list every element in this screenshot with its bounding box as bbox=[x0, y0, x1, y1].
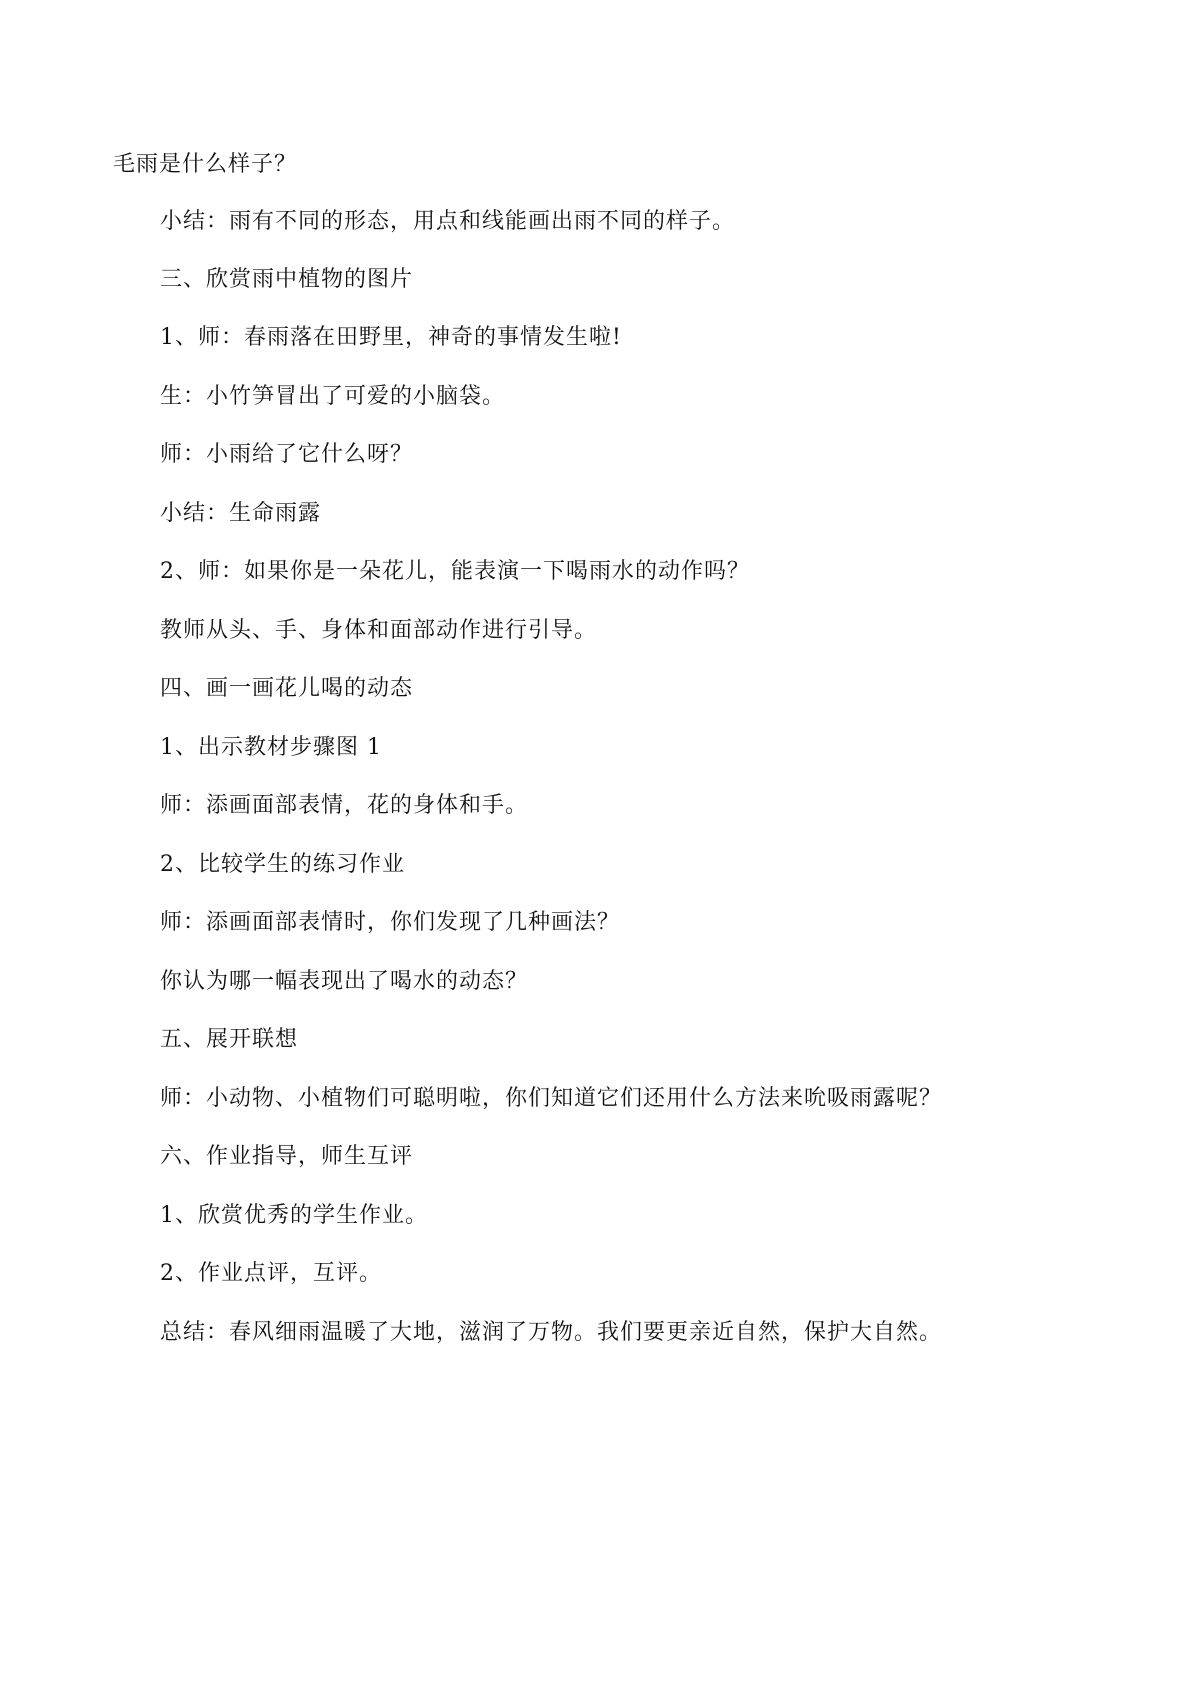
section-heading-5: 五、展开联想 bbox=[160, 1027, 299, 1052]
text-line-appreciate: 1、欣赏优秀的学生作业。 bbox=[160, 1203, 428, 1228]
text-line-guidance: 教师从头、手、身体和面部动作进行引导。 bbox=[160, 618, 598, 643]
text-line-teacher-1: 1、师：春雨落在田野里，神奇的事情发生啦! bbox=[160, 325, 622, 350]
text-line-teacher-6: 师：小动物、小植物们可聪明啦，你们知道它们还用什么方法来吮吸雨露呢？ bbox=[160, 1086, 943, 1111]
text-line-step-2: 2、比较学生的练习作业 bbox=[160, 852, 405, 877]
text-line-summary-2: 小结：生命雨露 bbox=[160, 501, 322, 526]
text-line-student-1: 生：小竹笋冒出了可爱的小脑袋。 bbox=[160, 384, 506, 409]
text-line-summary-1: 小结：雨有不同的形态，用点和线能画出雨不同的样子。 bbox=[160, 209, 736, 234]
text-line-conclusion: 总结：春风细雨温暖了大地，滋润了万物。我们要更亲近自然，保护大自然。 bbox=[160, 1320, 943, 1345]
text-line-step-1: 1、出示教材步骤图 1 bbox=[160, 735, 382, 760]
text-line-continuation: 毛雨是什么样子？ bbox=[113, 152, 298, 177]
text-line-teacher-2: 师：小雨给了它什么呀？ bbox=[160, 442, 414, 467]
text-line-teacher-4: 师：添画面部表情，花的身体和手。 bbox=[160, 793, 529, 818]
text-line-teacher-5: 师：添画面部表情时，你们发现了几种画法？ bbox=[160, 910, 621, 935]
section-heading-4: 四、画一画花儿喝的动态 bbox=[160, 676, 414, 701]
section-heading-3: 三、欣赏雨中植物的图片 bbox=[160, 267, 414, 292]
text-line-question: 你认为哪一幅表现出了喝水的动态？ bbox=[160, 969, 529, 994]
section-heading-6: 六、作业指导，师生互评 bbox=[160, 1144, 414, 1169]
text-line-teacher-3: 2、师：如果你是一朵花儿，能表演一下喝雨水的动作吗？ bbox=[160, 559, 750, 584]
text-line-review: 2、作业点评，互评。 bbox=[160, 1261, 382, 1286]
